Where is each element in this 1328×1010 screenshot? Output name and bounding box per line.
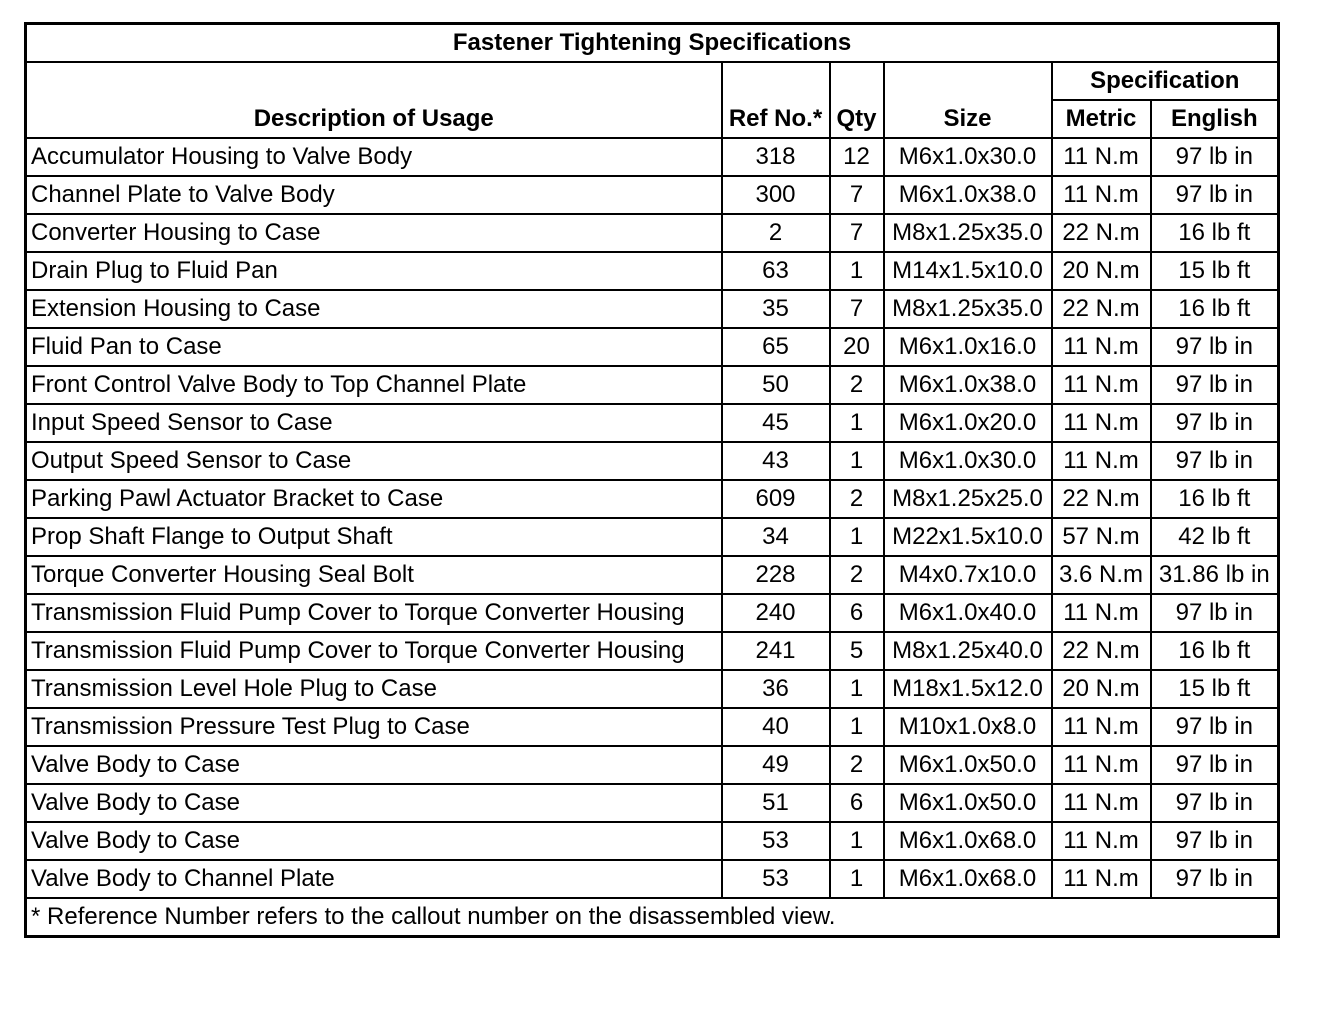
table-row: [26, 366, 1279, 404]
table-row: [26, 556, 1279, 594]
cell-description: Torque Converter Housing Seal Bolt: [26, 556, 722, 594]
cell-ref-no: 53: [722, 860, 830, 898]
cell-description: Transmission Fluid Pump Cover to Torque Converter Housing: [26, 632, 722, 670]
cell-ref-no: 53: [722, 822, 830, 860]
cell-size: M6x1.0x30.0: [884, 138, 1052, 176]
cell-english: 16 lb ft: [1151, 290, 1279, 328]
cell-qty: 1: [830, 252, 884, 290]
cell-size: M18x1.5x12.0: [884, 670, 1052, 708]
cell-qty: 2: [830, 480, 884, 518]
cell-description: Extension Housing to Case: [26, 290, 722, 328]
cell-qty: 5: [830, 632, 884, 670]
cell-metric: 22 N.m: [1052, 290, 1151, 328]
cell-ref-no: 35: [722, 290, 830, 328]
cell-metric: 11 N.m: [1052, 328, 1151, 366]
footnote: * Reference Number refers to the callout number on the disassembled view.: [26, 898, 1279, 937]
cell-ref-no: 36: [722, 670, 830, 708]
cell-size: M6x1.0x68.0: [884, 860, 1052, 898]
cell-metric: 22 N.m: [1052, 632, 1151, 670]
table-row: [26, 670, 1279, 708]
cell-description: Channel Plate to Valve Body: [26, 176, 722, 214]
cell-size: M6x1.0x30.0: [884, 442, 1052, 480]
cell-metric: 11 N.m: [1052, 746, 1151, 784]
cell-qty: 7: [830, 290, 884, 328]
cell-ref-no: 240: [722, 594, 830, 632]
cell-qty: 1: [830, 404, 884, 442]
cell-metric: 3.6 N.m: [1052, 556, 1151, 594]
table-row: [26, 518, 1279, 556]
cell-metric: 11 N.m: [1052, 404, 1151, 442]
table-row: [26, 404, 1279, 442]
cell-ref-no: 50: [722, 366, 830, 404]
cell-size: M6x1.0x68.0: [884, 822, 1052, 860]
table-row: [26, 214, 1279, 252]
cell-metric: 22 N.m: [1052, 480, 1151, 518]
cell-english: 97 lb in: [1151, 594, 1279, 632]
cell-metric: 11 N.m: [1052, 366, 1151, 404]
cell-description: Transmission Fluid Pump Cover to Torque Converter Housing: [26, 594, 722, 632]
cell-description: Drain Plug to Fluid Pan: [26, 252, 722, 290]
cell-size: M6x1.0x38.0: [884, 176, 1052, 214]
cell-ref-no: 63: [722, 252, 830, 290]
cell-description: Transmission Pressure Test Plug to Case: [26, 708, 722, 746]
cell-ref-no: 49: [722, 746, 830, 784]
cell-ref-no: 43: [722, 442, 830, 480]
table-row: [26, 784, 1279, 822]
cell-english: 97 lb in: [1151, 442, 1279, 480]
cell-english: 97 lb in: [1151, 328, 1279, 366]
cell-metric: 11 N.m: [1052, 708, 1151, 746]
table-row: [26, 708, 1279, 746]
cell-metric: 11 N.m: [1052, 442, 1151, 480]
cell-ref-no: 2: [722, 214, 830, 252]
cell-english: 97 lb in: [1151, 404, 1279, 442]
cell-ref-no: 318: [722, 138, 830, 176]
cell-description: Input Speed Sensor to Case: [26, 404, 722, 442]
cell-size: M6x1.0x20.0: [884, 404, 1052, 442]
cell-english: 97 lb in: [1151, 822, 1279, 860]
cell-qty: 1: [830, 708, 884, 746]
cell-metric: 11 N.m: [1052, 138, 1151, 176]
cell-english: 97 lb in: [1151, 860, 1279, 898]
cell-qty: 7: [830, 176, 884, 214]
cell-description: Parking Pawl Actuator Bracket to Case: [26, 480, 722, 518]
cell-description: Valve Body to Channel Plate: [26, 860, 722, 898]
cell-english: 15 lb ft: [1151, 252, 1279, 290]
cell-description: Prop Shaft Flange to Output Shaft: [26, 518, 722, 556]
fastener-spec-table: [24, 22, 1280, 938]
cell-description: Valve Body to Case: [26, 746, 722, 784]
cell-qty: 7: [830, 214, 884, 252]
cell-english: 42 lb ft: [1151, 518, 1279, 556]
table-row: [26, 176, 1279, 214]
cell-ref-no: 40: [722, 708, 830, 746]
table-row: [26, 480, 1279, 518]
cell-size: M6x1.0x38.0: [884, 366, 1052, 404]
cell-description: Transmission Level Hole Plug to Case: [26, 670, 722, 708]
cell-metric: 11 N.m: [1052, 860, 1151, 898]
cell-description: Valve Body to Case: [26, 822, 722, 860]
cell-ref-no: 241: [722, 632, 830, 670]
cell-qty: 2: [830, 556, 884, 594]
table-row: [26, 594, 1279, 632]
cell-ref-no: 609: [722, 480, 830, 518]
header-description: Description of Usage: [26, 62, 722, 138]
cell-english: 16 lb ft: [1151, 214, 1279, 252]
table-body: [26, 138, 1279, 898]
cell-size: M6x1.0x40.0: [884, 594, 1052, 632]
table-row: [26, 252, 1279, 290]
cell-size: M6x1.0x16.0: [884, 328, 1052, 366]
cell-english: 16 lb ft: [1151, 480, 1279, 518]
cell-size: M8x1.25x35.0: [884, 214, 1052, 252]
cell-english: 97 lb in: [1151, 176, 1279, 214]
cell-english: 97 lb in: [1151, 784, 1279, 822]
cell-english: 97 lb in: [1151, 746, 1279, 784]
table-row: [26, 746, 1279, 784]
cell-size: M14x1.5x10.0: [884, 252, 1052, 290]
cell-size: M8x1.25x35.0: [884, 290, 1052, 328]
cell-size: M6x1.0x50.0: [884, 784, 1052, 822]
cell-ref-no: 300: [722, 176, 830, 214]
cell-metric: 22 N.m: [1052, 214, 1151, 252]
table-row: [26, 328, 1279, 366]
cell-qty: 6: [830, 594, 884, 632]
table-row: [26, 860, 1279, 898]
cell-english: 97 lb in: [1151, 138, 1279, 176]
cell-english: 97 lb in: [1151, 366, 1279, 404]
cell-metric: 20 N.m: [1052, 670, 1151, 708]
table-row: [26, 290, 1279, 328]
cell-size: M6x1.0x50.0: [884, 746, 1052, 784]
cell-qty: 1: [830, 442, 884, 480]
header-specification: Specification: [1052, 62, 1279, 100]
cell-size: M8x1.25x40.0: [884, 632, 1052, 670]
cell-english: 97 lb in: [1151, 708, 1279, 746]
cell-english: 31.86 lb in: [1151, 556, 1279, 594]
cell-description: Output Speed Sensor to Case: [26, 442, 722, 480]
cell-metric: 20 N.m: [1052, 252, 1151, 290]
cell-description: Valve Body to Case: [26, 784, 722, 822]
cell-metric: 11 N.m: [1052, 176, 1151, 214]
cell-metric: 11 N.m: [1052, 822, 1151, 860]
table-row: [26, 138, 1279, 176]
cell-english: 15 lb ft: [1151, 670, 1279, 708]
table-row: [26, 442, 1279, 480]
cell-qty: 20: [830, 328, 884, 366]
cell-size: M22x1.5x10.0: [884, 518, 1052, 556]
header-size: Size: [884, 62, 1052, 138]
header-metric: Metric: [1052, 100, 1151, 138]
table-title: Fastener Tightening Specifications: [26, 24, 1279, 63]
cell-qty: 2: [830, 366, 884, 404]
cell-qty: 2: [830, 746, 884, 784]
cell-qty: 1: [830, 670, 884, 708]
cell-ref-no: 65: [722, 328, 830, 366]
cell-qty: 12: [830, 138, 884, 176]
header-english: English: [1151, 100, 1279, 138]
cell-ref-no: 228: [722, 556, 830, 594]
header-qty: Qty: [830, 62, 884, 138]
cell-description: Fluid Pan to Case: [26, 328, 722, 366]
header-ref-no: Ref No.*: [722, 62, 830, 138]
cell-description: Accumulator Housing to Valve Body: [26, 138, 722, 176]
cell-metric: 11 N.m: [1052, 784, 1151, 822]
cell-qty: 6: [830, 784, 884, 822]
cell-qty: 1: [830, 518, 884, 556]
cell-description: Converter Housing to Case: [26, 214, 722, 252]
cell-ref-no: 34: [722, 518, 830, 556]
cell-ref-no: 51: [722, 784, 830, 822]
cell-description: Front Control Valve Body to Top Channel Plate: [26, 366, 722, 404]
cell-ref-no: 45: [722, 404, 830, 442]
cell-size: M10x1.0x8.0: [884, 708, 1052, 746]
table-row: [26, 822, 1279, 860]
cell-qty: 1: [830, 822, 884, 860]
cell-metric: 57 N.m: [1052, 518, 1151, 556]
table-row: [26, 632, 1279, 670]
cell-size: M4x0.7x10.0: [884, 556, 1052, 594]
cell-size: M8x1.25x25.0: [884, 480, 1052, 518]
cell-qty: 1: [830, 860, 884, 898]
cell-metric: 11 N.m: [1052, 594, 1151, 632]
cell-english: 16 lb ft: [1151, 632, 1279, 670]
